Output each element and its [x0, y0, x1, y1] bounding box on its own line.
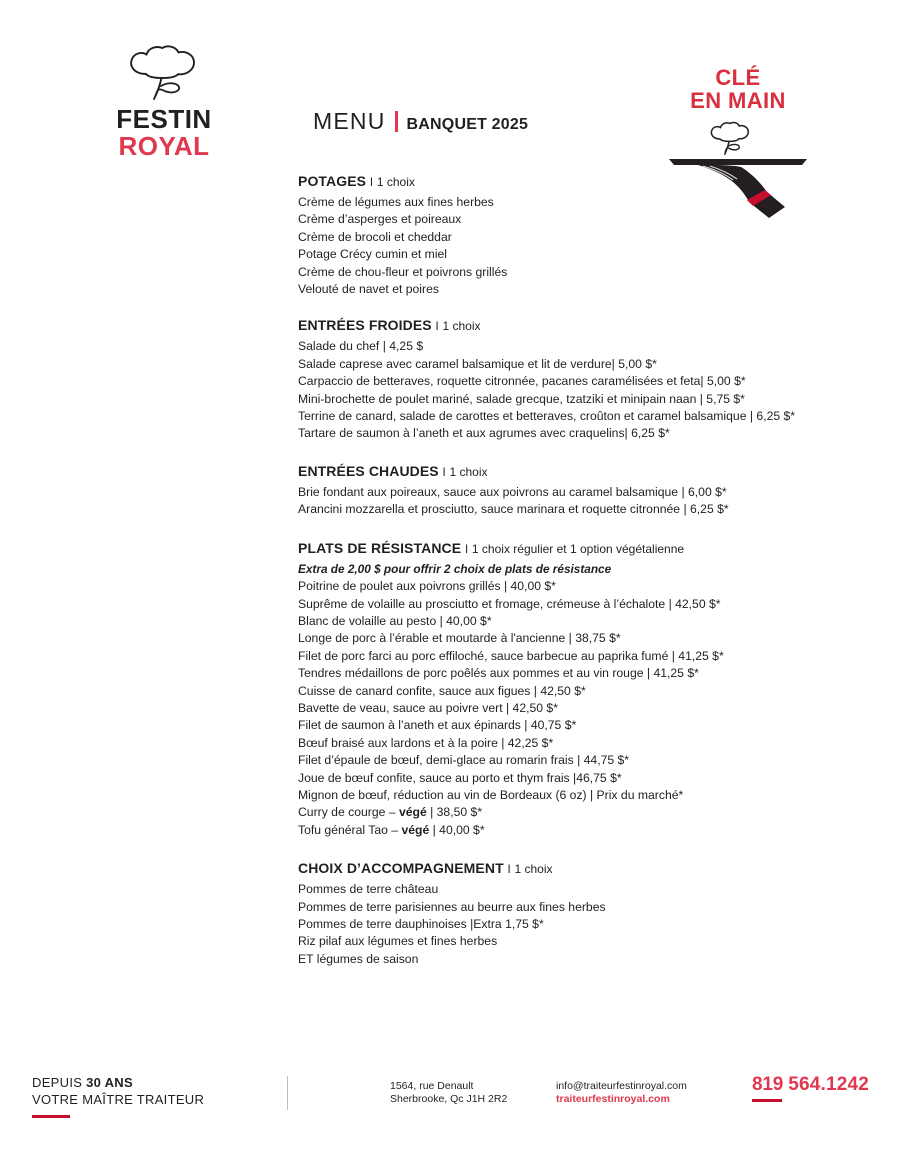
footer-tagline	[32, 1074, 204, 1118]
phone-local: 564.1242	[788, 1074, 870, 1095]
footer-address	[390, 1080, 507, 1106]
section-heading	[298, 859, 878, 880]
menu-item: Arancini mozzarella et prosciutto, sauce marinara et roquette citronnée | 6,25 $*	[298, 502, 729, 517]
menu-item: Mignon de bœuf, réduction au vin de Bordeaux (6 oz) | Prix du marché*	[298, 787, 684, 802]
menu-item: Velouté de navet et poires	[298, 282, 439, 297]
menu-item: Salade caprese avec caramel balsamique et lit de verdure| 5,00 $*	[298, 356, 657, 371]
menu-item: Longe de porc à l’érable et moutarde à l'ancienne | 38,75 $*	[298, 631, 621, 646]
section-choice-count: 1 choix	[514, 862, 553, 877]
section-separator: I	[435, 321, 439, 334]
phone-underline	[752, 1099, 782, 1102]
website-link[interactable]: traiteurfestinroyal.com	[556, 1093, 670, 1105]
tagline-depuis: DEPUIS	[32, 1075, 87, 1090]
menu-item: Potage Crécy cumin et miel	[298, 247, 448, 262]
section-title: POTAGES	[298, 173, 367, 189]
cle-logo-line2: EN MAIN	[690, 88, 786, 114]
chef-hat-icon	[104, 44, 224, 106]
menu-item: Bavette de veau, sauce au poivre vert | 42,50 $*	[298, 700, 558, 715]
menu-item: Crème de chou-fleur et poivrons grillés	[298, 264, 508, 279]
section-choice-count: 1 choix	[449, 464, 488, 479]
address-line-2: Sherbrooke, Qc J1H 2R2	[390, 1093, 508, 1105]
menu-item: Pommes de terre parisiennes au beurre aux fines herbes	[298, 899, 606, 914]
tagline-line-1	[32, 1074, 204, 1091]
menu-item: Crème d’asperges et poireaux	[298, 212, 462, 227]
section-separator: I	[369, 177, 374, 189]
section-separator: I	[464, 543, 469, 556]
footer-divider	[287, 1076, 288, 1110]
menu-section-choix-accompagnement	[298, 859, 878, 968]
section-choice-count: 1 choix	[376, 175, 415, 189]
section-choice-count: 1 choix	[442, 319, 481, 334]
menu-label: MENU	[313, 108, 386, 134]
menu-item: Mini-brochette de poulet mariné, salade grecque, tzatziki et minipain naan | 5,75 $*	[298, 391, 745, 406]
menu-item: Filet de porc farci au porc effiloché, sauce barbecue au paprika fumé | 41,25 $*	[298, 648, 724, 663]
page-footer	[0, 1062, 900, 1164]
menu-item: Suprême de volaille au prosciutto et fromage, crémeuse à l’échalote | 42,50 $*	[298, 596, 721, 611]
footer-contact	[556, 1080, 687, 1106]
festin-royal-logo	[104, 44, 224, 159]
menu-item: ET légumes de saison	[298, 951, 419, 966]
section-note: Extra de 2,00 $ pour offrir 2 choix de plats de résistance	[298, 561, 612, 576]
menu-item: Carpaccio de betteraves, roquette citronnée, pacanes caramélisées et feta| 5,00 $*	[298, 374, 746, 389]
menu-item: Blanc de volaille au pesto | 40,00 $*	[298, 613, 492, 628]
section-title: PLATS DE RÉSISTANCE	[298, 539, 462, 556]
menu-item: Tendres médaillons de porc poêlés aux pommes et au vin rouge | 41,25 $*	[298, 666, 699, 681]
title-divider	[395, 111, 398, 132]
menu-content	[298, 172, 878, 984]
cle-logo-line1: CLÉ	[715, 65, 761, 90]
menu-section-plats-de-resistance	[298, 539, 878, 840]
address-line-1: 1564, rue Denault	[390, 1080, 474, 1092]
menu-item: Pommes de terre château	[298, 882, 439, 897]
phone-area-code: 819	[752, 1074, 789, 1095]
menu-item: Crème de légumes aux fines herbes	[298, 195, 494, 209]
email-address[interactable]: info@traiteurfestinroyal.com	[556, 1080, 687, 1092]
section-heading	[298, 316, 878, 337]
section-title: ENTRÉES CHAUDES	[298, 462, 439, 479]
tagline-line-2: VOTRE MAÎTRE TRAITEUR	[32, 1092, 205, 1107]
phone-number[interactable]	[752, 1074, 869, 1096]
page-title	[313, 108, 528, 135]
menu-item: Poitrine de poulet aux poivrons grillés | 40,00 $*	[298, 579, 556, 594]
menu-item: Riz pilaf aux légumes et fines herbes	[298, 934, 498, 949]
section-separator: I	[442, 466, 446, 479]
menu-item: Salade du chef | 4,25 $	[298, 339, 424, 354]
logo-text-royal: ROYAL	[118, 130, 210, 161]
menu-item: Bœuf braisé aux lardons et à la poire | 42,25 $*	[298, 735, 554, 750]
menu-subject: BANQUET 2025	[406, 116, 529, 133]
section-title: CHOIX D’ACCOMPAGNEMENT	[298, 860, 504, 877]
menu-item: Pommes de terre dauphinoises |Extra 1,75 $*	[298, 917, 544, 931]
menu-item: Brie fondant aux poireaux, sauce aux poivrons au caramel balsamique | 6,00 $*	[298, 484, 727, 499]
tagline-years: 30 ANS	[86, 1075, 133, 1090]
menu-section-entrees-chaudes	[298, 462, 878, 519]
section-title: ENTRÉES FROIDES	[298, 317, 432, 334]
section-heading	[298, 539, 878, 560]
tagline-underline	[32, 1115, 70, 1118]
menu-item: Crème de brocoli et cheddar	[298, 229, 452, 244]
menu-item: Filet de saumon à l’aneth et aux épinards | 40,75 $*	[298, 718, 577, 733]
logo-text-festin: FESTIN	[116, 104, 212, 134]
menu-item: Tofu général Tao – végé | 40,00 $*	[298, 822, 485, 837]
menu-section-entrees-froides	[298, 316, 878, 442]
section-heading	[298, 172, 878, 193]
menu-item: Curry de courge – végé | 38,50 $*	[298, 805, 483, 820]
menu-item: Terrine de canard, salade de carottes et betteraves, croûton et caramel balsamique | 6,25 $*	[298, 409, 796, 424]
footer-phone[interactable]	[752, 1074, 869, 1102]
menu-item: Filet d’épaule de bœuf, demi-glace au romarin frais | 44,75 $*	[298, 753, 630, 768]
menu-section-potages	[298, 172, 878, 298]
section-heading	[298, 462, 878, 483]
menu-item: Joue de bœuf confite, sauce au porto et thym frais |46,75 $*	[298, 770, 622, 785]
menu-item: Tartare de saumon à l’aneth et aux agrumes avec craquelins| 6,25 $*	[298, 426, 670, 441]
menu-item: Cuisse de canard confite, sauce aux figues | 42,50 $*	[298, 683, 586, 698]
section-separator: I	[507, 864, 511, 877]
section-choice-count: 1 choix régulier et 1 option végétalienne	[471, 541, 685, 556]
